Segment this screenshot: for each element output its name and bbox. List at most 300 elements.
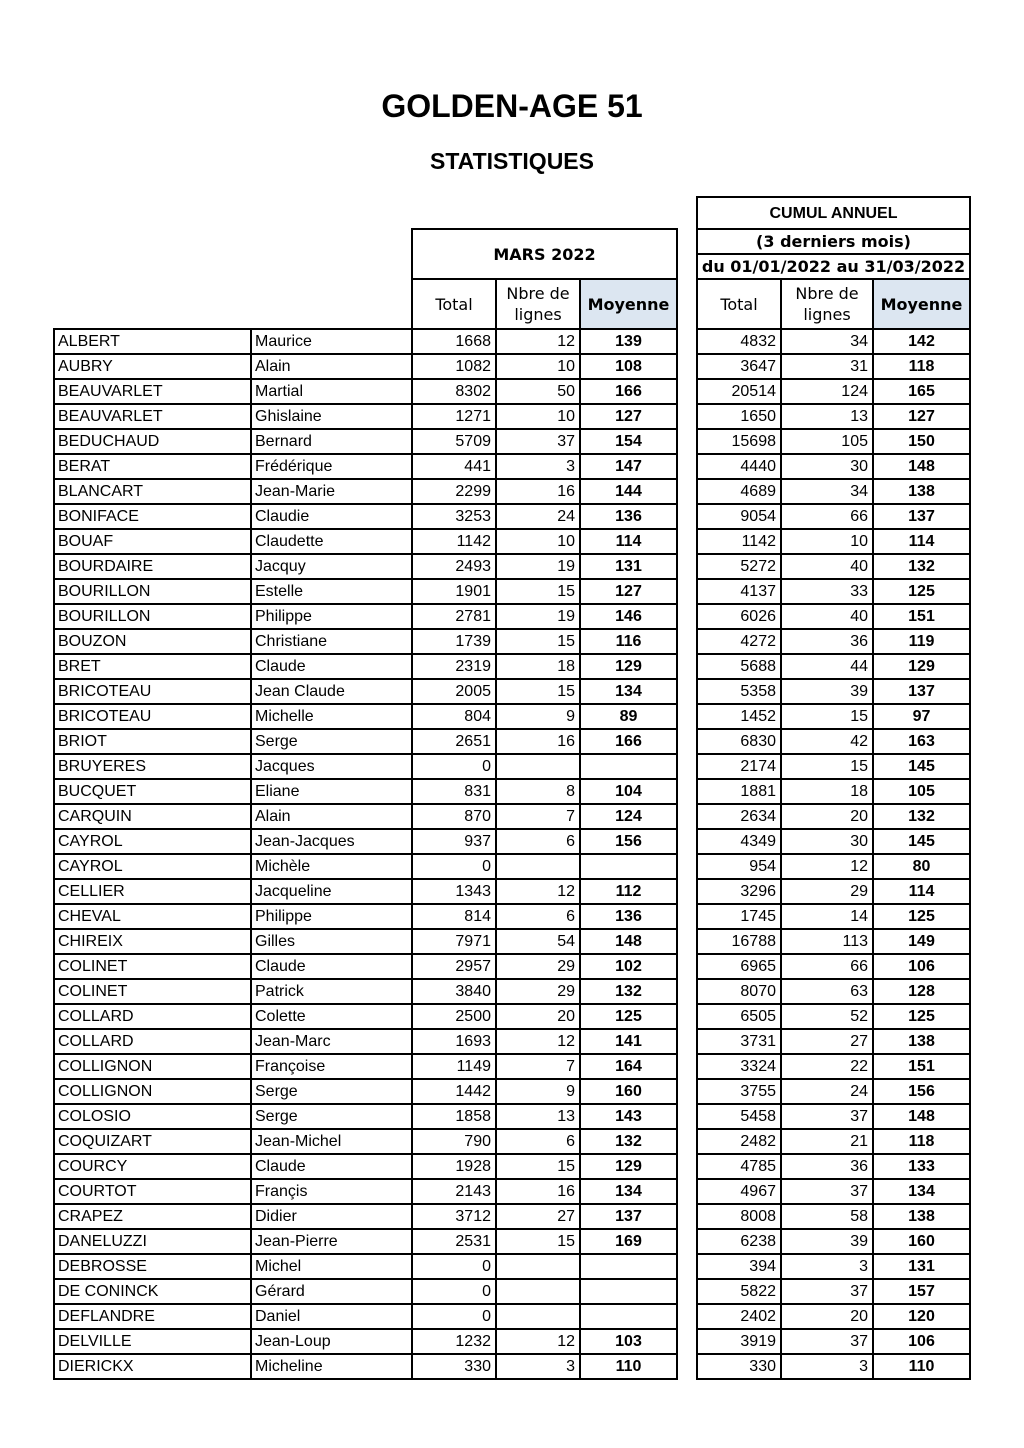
table-row [54,1229,970,1254]
cumul-lines-header: Nbre de lignes [781,279,873,329]
cumul-average-cell: 134 [873,1179,970,1204]
month-average-cell [580,754,677,779]
first-name-cell: Jacques [251,754,412,779]
month-average-cell: 114 [580,529,677,554]
last-name-cell: CARQUIN [54,804,251,829]
cumul-total-cell: 4689 [697,479,781,504]
cumul-lines-cell: 31 [781,354,873,379]
cumul-lines-cell: 113 [781,929,873,954]
first-name-cell: Claude [251,954,412,979]
first-name-cell: Alain [251,354,412,379]
cumul-average-cell: 114 [873,879,970,904]
cumul-total-cell: 6830 [697,729,781,754]
cumul-total-cell: 3647 [697,354,781,379]
cumul-total-cell: 20514 [697,379,781,404]
table-row [54,604,970,629]
cumul-average-cell: 80 [873,854,970,879]
last-name-cell: BOURILLON [54,604,251,629]
last-name-cell: COLINET [54,979,251,1004]
table-row [54,1254,970,1279]
last-name-cell: CAYROL [54,854,251,879]
month-average-cell: 169 [580,1229,677,1254]
table-row [54,829,970,854]
cumul-lines-cell: 21 [781,1129,873,1154]
table-row [54,354,970,379]
month-lines-cell: 15 [496,579,580,604]
table-row [54,1279,970,1304]
column-gap [677,629,697,654]
month-total-cell: 1142 [412,529,496,554]
cumul-lines-cell: 37 [781,1104,873,1129]
month-total-cell: 1668 [412,329,496,354]
table-row [54,1204,970,1229]
month-total-cell: 5709 [412,429,496,454]
first-name-cell: Micheline [251,1354,412,1379]
cumul-average-cell: 148 [873,454,970,479]
table-row [54,1004,970,1029]
month-average-cell: 156 [580,829,677,854]
cumul-lines-cell: 37 [781,1329,873,1354]
month-lines-cell [496,1279,580,1304]
column-gap [677,854,697,879]
month-average-cell: 112 [580,879,677,904]
cumul-average-cell: 163 [873,729,970,754]
column-gap [677,1304,697,1329]
table-row [54,1304,970,1329]
month-average-cell: 160 [580,1079,677,1104]
month-average-cell [580,854,677,879]
column-gap [677,1354,697,1379]
first-name-cell: Patrick [251,979,412,1004]
month-lines-cell: 16 [496,1179,580,1204]
first-name-cell: Serge [251,729,412,754]
column-gap [677,1329,697,1354]
table-row [54,1154,970,1179]
last-name-cell: BEAUVARLET [54,404,251,429]
month-average-cell: 143 [580,1104,677,1129]
cumul-subtitle: (3 derniers mois) [697,229,970,254]
header-gap [677,254,697,279]
column-gap [677,1029,697,1054]
column-gap [677,679,697,704]
month-total-cell: 1271 [412,404,496,429]
cumul-average-cell: 106 [873,1329,970,1354]
month-average-cell: 134 [580,1179,677,1204]
first-name-cell: Bernard [251,429,412,454]
month-average-cell: 166 [580,379,677,404]
cumul-average-cell: 97 [873,704,970,729]
last-name-cell: COLLARD [54,1004,251,1029]
month-total-cell: 1343 [412,879,496,904]
cumul-total-cell: 8008 [697,1204,781,1229]
column-gap [677,1279,697,1304]
cumul-lines-cell: 3 [781,1354,873,1379]
first-name-cell: Claudie [251,504,412,529]
statistics-table [53,196,971,1380]
cumul-average-cell: 120 [873,1304,970,1329]
document-subtitle: STATISTIQUES [430,148,594,174]
first-name-cell: Gilles [251,929,412,954]
cumul-average-cell: 131 [873,1254,970,1279]
last-name-cell: BUCQUET [54,779,251,804]
first-name-cell: Philippe [251,904,412,929]
first-name-cell: Claude [251,654,412,679]
month-total-cell: 790 [412,1129,496,1154]
month-total-cell: 7971 [412,929,496,954]
cumul-average-cell: 133 [873,1154,970,1179]
last-name-cell: BEDUCHAUD [54,429,251,454]
month-total-cell: 1693 [412,1029,496,1054]
month-lines-cell: 50 [496,379,580,404]
last-name-cell: CHIREIX [54,929,251,954]
first-name-cell: Claude [251,1154,412,1179]
cumul-date-range: du 01/01/2022 au 31/03/2022 [697,254,970,279]
column-gap [677,604,697,629]
first-name-cell: Jean-Marie [251,479,412,504]
last-name-cell: BRIOT [54,729,251,754]
month-average-cell: 108 [580,354,677,379]
month-lines-cell: 9 [496,1079,580,1104]
cumul-total-cell: 1142 [697,529,781,554]
cumul-lines-cell: 40 [781,554,873,579]
month-lines-cell: 12 [496,329,580,354]
month-average-cell: 104 [580,779,677,804]
cumul-lines-cell: 33 [781,579,873,604]
cumul-lines-cell: 15 [781,704,873,729]
month-total-cell: 1149 [412,1054,496,1079]
month-lines-cell: 54 [496,929,580,954]
table-row [54,804,970,829]
month-total-cell: 870 [412,804,496,829]
cumul-total-cell: 5458 [697,1104,781,1129]
cumul-total-cell: 394 [697,1254,781,1279]
month-average-cell: 110 [580,1354,677,1379]
column-gap [677,1254,697,1279]
cumul-total-cell: 1881 [697,779,781,804]
cumul-average-cell: 151 [873,1054,970,1079]
month-lines-cell: 29 [496,954,580,979]
column-gap [677,1154,697,1179]
last-name-cell: COLOSIO [54,1104,251,1129]
month-lines-cell: 24 [496,504,580,529]
last-name-cell: DEFLANDRE [54,1304,251,1329]
cumul-total-cell: 3919 [697,1329,781,1354]
column-gap [677,829,697,854]
month-average-cell: 127 [580,404,677,429]
month-lines-cell: 37 [496,429,580,454]
month-total-cell: 0 [412,754,496,779]
table-row [54,554,970,579]
month-lines-cell: 12 [496,879,580,904]
last-name-cell: DE CONINCK [54,1279,251,1304]
column-gap [677,529,697,554]
cumul-average-cell: 127 [873,404,970,429]
month-lines-cell: 10 [496,354,580,379]
cumul-lines-cell: 20 [781,804,873,829]
month-average-cell [580,1254,677,1279]
cumul-total-cell: 2174 [697,754,781,779]
cumul-total-cell: 3324 [697,1054,781,1079]
month-total-cell: 1858 [412,1104,496,1129]
last-name-cell: BLANCART [54,479,251,504]
month-average-cell: 164 [580,1054,677,1079]
cumul-average-cell: 132 [873,554,970,579]
month-total-cell: 2957 [412,954,496,979]
first-name-cell: Jean-Pierre [251,1229,412,1254]
cumul-lines-cell: 40 [781,604,873,629]
cumul-average-cell: 125 [873,1004,970,1029]
month-total-cell: 2143 [412,1179,496,1204]
cumul-total-cell: 4272 [697,629,781,654]
month-average-cell: 116 [580,629,677,654]
cumul-average-cell: 119 [873,629,970,654]
month-average-cell: 124 [580,804,677,829]
last-name-cell: AUBRY [54,354,251,379]
month-lines-cell: 16 [496,729,580,754]
cumul-total-cell: 2634 [697,804,781,829]
cumul-average-cell: 149 [873,929,970,954]
column-gap [677,1204,697,1229]
header-blank [54,197,677,229]
table-row [54,779,970,804]
month-average-cell: 134 [580,679,677,704]
cumul-average-cell: 138 [873,1029,970,1054]
cumul-average-cell: 125 [873,904,970,929]
table-row [54,954,970,979]
column-gap [677,704,697,729]
month-average-cell: 132 [580,979,677,1004]
month-total-cell: 1442 [412,1079,496,1104]
month-lines-cell: 16 [496,479,580,504]
last-name-cell: BRICOTEAU [54,704,251,729]
first-name-cell: Claudette [251,529,412,554]
first-name-cell: Jacquy [251,554,412,579]
month-average-cell: 103 [580,1329,677,1354]
cumul-average-cell: 165 [873,379,970,404]
month-average-cell: 141 [580,1029,677,1054]
first-name-cell: Eliane [251,779,412,804]
cumul-total-cell: 1650 [697,404,781,429]
month-lines-cell: 9 [496,704,580,729]
cumul-total-header: Total [697,279,781,329]
cumul-total-cell: 9054 [697,504,781,529]
month-total-cell: 3712 [412,1204,496,1229]
column-gap [677,504,697,529]
first-name-cell: Ghislaine [251,404,412,429]
document-title: GOLDEN-AGE 51 [381,88,643,124]
cumul-lines-cell: 3 [781,1254,873,1279]
month-lines-cell: 15 [496,1154,580,1179]
first-name-cell: Alain [251,804,412,829]
month-total-cell: 1901 [412,579,496,604]
cumul-total-cell: 3731 [697,1029,781,1054]
cumul-lines-cell: 105 [781,429,873,454]
table-row [54,429,970,454]
month-average-cell: 129 [580,654,677,679]
cumul-lines-cell: 29 [781,879,873,904]
column-gap [677,804,697,829]
first-name-cell: Daniel [251,1304,412,1329]
table-row [54,979,970,1004]
month-total-cell: 3253 [412,504,496,529]
cumul-lines-cell: 18 [781,779,873,804]
column-gap [677,1129,697,1154]
month-total-cell: 0 [412,1279,496,1304]
month-average-cell: 131 [580,554,677,579]
column-gap [677,729,697,754]
column-gap [677,879,697,904]
month-lines-cell: 19 [496,604,580,629]
month-total-cell: 814 [412,904,496,929]
month-total-cell: 2319 [412,654,496,679]
column-gap [677,454,697,479]
last-name-cell: COQUIZART [54,1129,251,1154]
month-lines-cell: 3 [496,1354,580,1379]
month-total-cell: 0 [412,854,496,879]
column-gap [677,1079,697,1104]
cumul-average-header: Moyenne [873,279,970,329]
column-gap [677,979,697,1004]
month-lines-cell: 15 [496,1229,580,1254]
month-total-cell: 831 [412,779,496,804]
first-name-cell: Jean-Jacques [251,829,412,854]
cumul-lines-cell: 34 [781,329,873,354]
month-total-cell: 441 [412,454,496,479]
table-row [54,1329,970,1354]
cumul-total-cell: 1745 [697,904,781,929]
first-name-cell: Frédérique [251,454,412,479]
table-row [54,454,970,479]
cumul-average-cell: 125 [873,579,970,604]
month-total-cell: 2005 [412,679,496,704]
month-lines-cell: 12 [496,1329,580,1354]
column-gap [677,1054,697,1079]
month-lines-cell: 15 [496,629,580,654]
month-total-cell: 1928 [412,1154,496,1179]
month-average-cell: 127 [580,579,677,604]
table-row [54,854,970,879]
cumul-average-cell: 142 [873,329,970,354]
month-lines-cell: 20 [496,1004,580,1029]
cumul-total-cell: 5822 [697,1279,781,1304]
month-total-cell: 1739 [412,629,496,654]
first-name-cell: Jacqueline [251,879,412,904]
cumul-lines-cell: 39 [781,1229,873,1254]
first-name-cell: Maurice [251,329,412,354]
month-lines-cell: 15 [496,679,580,704]
cumul-average-cell: 106 [873,954,970,979]
month-average-cell: 139 [580,329,677,354]
table-row [54,754,970,779]
cumul-lines-cell: 24 [781,1079,873,1104]
cumul-lines-cell: 44 [781,654,873,679]
header-blank [54,254,412,279]
last-name-cell: BOURDAIRE [54,554,251,579]
month-header: MARS 2022 [412,229,677,279]
cumul-total-cell: 5272 [697,554,781,579]
cumul-lines-cell: 27 [781,1029,873,1054]
cumul-average-cell: 114 [873,529,970,554]
month-total-cell: 1232 [412,1329,496,1354]
cumul-average-cell: 138 [873,1204,970,1229]
month-lines-cell: 10 [496,529,580,554]
cumul-total-cell: 6026 [697,604,781,629]
header-blank [54,229,412,254]
last-name-cell: COURTOT [54,1179,251,1204]
column-gap [677,479,697,504]
month-average-cell: 136 [580,904,677,929]
cumul-total-cell: 2402 [697,1304,781,1329]
cumul-average-cell: 132 [873,804,970,829]
last-name-cell: CHEVAL [54,904,251,929]
last-name-cell: DANELUZZI [54,1229,251,1254]
first-name-cell: Serge [251,1079,412,1104]
cumul-total-cell: 6505 [697,1004,781,1029]
table-row [54,1179,970,1204]
first-name-cell: Michel [251,1254,412,1279]
cumul-average-cell: 118 [873,354,970,379]
month-lines-cell: 12 [496,1029,580,1054]
month-average-cell: 136 [580,504,677,529]
first-name-cell: Gérard [251,1279,412,1304]
month-average-cell: 132 [580,1129,677,1154]
cumul-total-cell: 4785 [697,1154,781,1179]
month-lines-cell: 27 [496,1204,580,1229]
month-average-cell: 129 [580,1154,677,1179]
month-lines-cell: 7 [496,1054,580,1079]
cumul-total-cell: 6965 [697,954,781,979]
month-average-cell [580,1304,677,1329]
column-gap [677,404,697,429]
table-row [54,1104,970,1129]
last-name-cell: ALBERT [54,329,251,354]
cumul-average-cell: 151 [873,604,970,629]
table-row [54,404,970,429]
column-gap [677,779,697,804]
month-total-cell: 2299 [412,479,496,504]
last-name-cell: BONIFACE [54,504,251,529]
cumul-lines-cell: 30 [781,829,873,854]
cumul-lines-cell: 124 [781,379,873,404]
table-row [54,1029,970,1054]
month-average-cell: 146 [580,604,677,629]
first-name-cell: Jean-Marc [251,1029,412,1054]
month-lines-cell: 13 [496,1104,580,1129]
cumul-total-cell: 3755 [697,1079,781,1104]
last-name-cell: COLLIGNON [54,1054,251,1079]
month-lines-cell [496,1304,580,1329]
table-row [54,1354,970,1379]
header-gap [677,197,697,229]
cumul-total-cell: 4137 [697,579,781,604]
header-gap [677,229,697,254]
cumul-total-cell: 4967 [697,1179,781,1204]
first-name-cell: Serge [251,1104,412,1129]
cumul-average-cell: 160 [873,1229,970,1254]
table-row [54,479,970,504]
cumul-average-cell: 118 [873,1129,970,1154]
month-lines-cell [496,754,580,779]
first-name-cell: Michelle [251,704,412,729]
first-name-cell: Colette [251,1004,412,1029]
table-row [54,1079,970,1104]
column-gap [677,904,697,929]
column-gap [677,579,697,604]
cumul-total-cell: 16788 [697,929,781,954]
cumul-average-cell: 148 [873,1104,970,1129]
month-lines-cell: 7 [496,804,580,829]
first-name-cell: Françoise [251,1054,412,1079]
